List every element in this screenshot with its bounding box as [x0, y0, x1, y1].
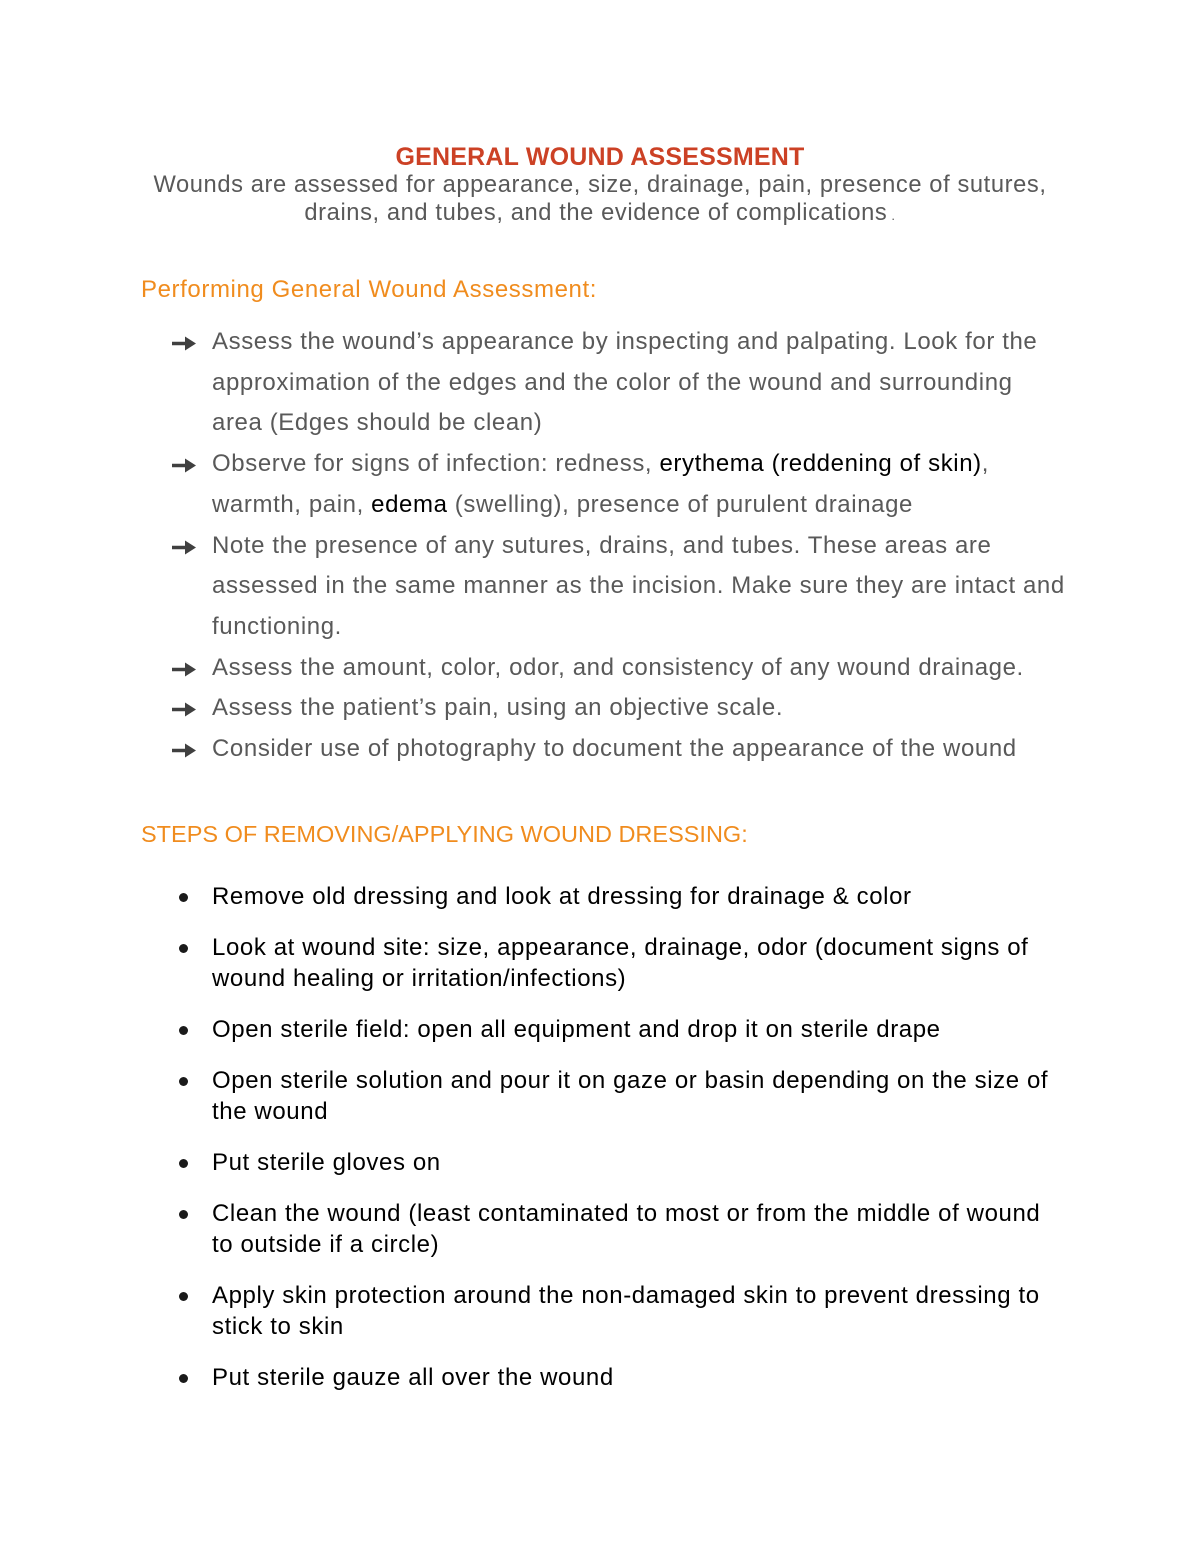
assessment-item	[0, 729, 1200, 770]
item-text-line: Assess the wound’s appearance by inspecting and palpating. Look for the	[212, 328, 1038, 355]
subtitle-line: Wounds are assessed for appearance, size, drainage, pain, presence of sutures,	[153, 172, 1047, 198]
document-subtitle	[0, 171, 1200, 230]
step-item	[0, 1280, 1200, 1342]
bullet-dot-icon	[179, 1159, 188, 1168]
step-item	[0, 1147, 1200, 1178]
arrow-right-icon	[172, 743, 196, 758]
arrow-right-icon	[172, 702, 196, 717]
steps-heading: STEPS OF REMOVING/APPLYING WOUND DRESSING:	[141, 821, 748, 847]
step-text-line: to outside if a circle)	[212, 1230, 440, 1258]
item-text-line: approximation of the edges and the color of the wound and surrounding	[212, 368, 1013, 396]
arrow-right-icon	[172, 540, 196, 555]
bullet-dot-icon	[179, 1374, 188, 1383]
bullet-dot-icon	[179, 1210, 188, 1219]
item-text-segment: Observe for signs of infection: redness,	[212, 450, 660, 478]
assessment-heading: Performing General Wound Assessment:	[141, 276, 598, 303]
item-text-segment: warmth, pain,	[212, 490, 372, 518]
step-text-line: Remove old dressing and look at dressing for drainage & color	[212, 882, 912, 910]
step-item	[0, 1198, 1200, 1260]
step-text-line: wound healing or irritation/infections)	[212, 964, 627, 992]
document-title: GENERAL WOUND ASSESSMENT	[395, 143, 805, 171]
steps-list	[0, 881, 1200, 1413]
item-text-emphasis: erythema (reddening of skin)	[659, 450, 982, 478]
assessment-item	[0, 444, 1200, 525]
step-item	[0, 932, 1200, 994]
bullet-dot-icon	[179, 893, 188, 902]
item-text-emphasis: edema	[371, 490, 448, 518]
bullet-dot-icon	[179, 1292, 188, 1301]
bullet-dot-icon	[179, 944, 188, 953]
step-item	[0, 1065, 1200, 1127]
arrow-right-icon	[172, 336, 196, 351]
item-text-line: Assess the amount, color, odor, and consistency of any wound drainage.	[212, 653, 1024, 681]
item-text-segment: ,	[981, 450, 990, 478]
step-text-line: Put sterile gloves on	[212, 1148, 441, 1176]
step-text-line: stick to skin	[212, 1312, 344, 1340]
step-text-line: Clean the wound (least contaminated to most or from the middle of wound	[212, 1199, 1041, 1227]
arrow-right-icon	[172, 662, 196, 677]
step-text-line: Put sterile gauze all over the wound	[212, 1363, 614, 1391]
assessment-item	[0, 688, 1200, 729]
step-text-line: Apply skin protection around the non-damaged skin to prevent dressing to	[212, 1281, 1040, 1309]
assessment-item	[0, 526, 1200, 648]
item-text-line	[0, 485, 1200, 526]
assessment-item	[0, 648, 1200, 689]
arrow-right-icon	[172, 458, 196, 473]
step-text-line: Open sterile solution and pour it on gaze or basin depending on the size of	[212, 1066, 1049, 1094]
subtitle-line-text: drains, and tubes, and the evidence of complications	[304, 200, 888, 226]
item-text-line: Note the presence of any sutures, drains, and tubes. These areas are	[212, 531, 992, 559]
step-text-line: Open sterile field: open all equipment and drop it on sterile drape	[212, 1015, 941, 1043]
assessment-list	[0, 322, 1200, 770]
item-text-line: functioning.	[212, 612, 342, 640]
item-text-line: Consider use of photography to document the appearance of the wound	[212, 735, 1017, 763]
item-text-segment: (swelling), presence of purulent drainage	[447, 490, 913, 518]
subtitle-line	[0, 199, 1200, 230]
step-item	[0, 881, 1200, 912]
step-item	[0, 1362, 1200, 1393]
item-text-line: Assess the patient’s pain, using an objective scale.	[212, 694, 784, 722]
item-text-line: area (Edges should be clean)	[212, 409, 543, 437]
item-text-line: assessed in the same manner as the incision. Make sure they are intact and	[212, 572, 1065, 600]
step-text-line: Look at wound site: size, appearance, drainage, odor (document signs of	[212, 933, 1029, 961]
step-item	[0, 1014, 1200, 1045]
assessment-item	[0, 322, 1200, 444]
subtitle-period: .	[891, 208, 896, 223]
bullet-dot-icon	[179, 1026, 188, 1035]
bullet-dot-icon	[179, 1077, 188, 1086]
step-text-line: the wound	[212, 1097, 329, 1125]
